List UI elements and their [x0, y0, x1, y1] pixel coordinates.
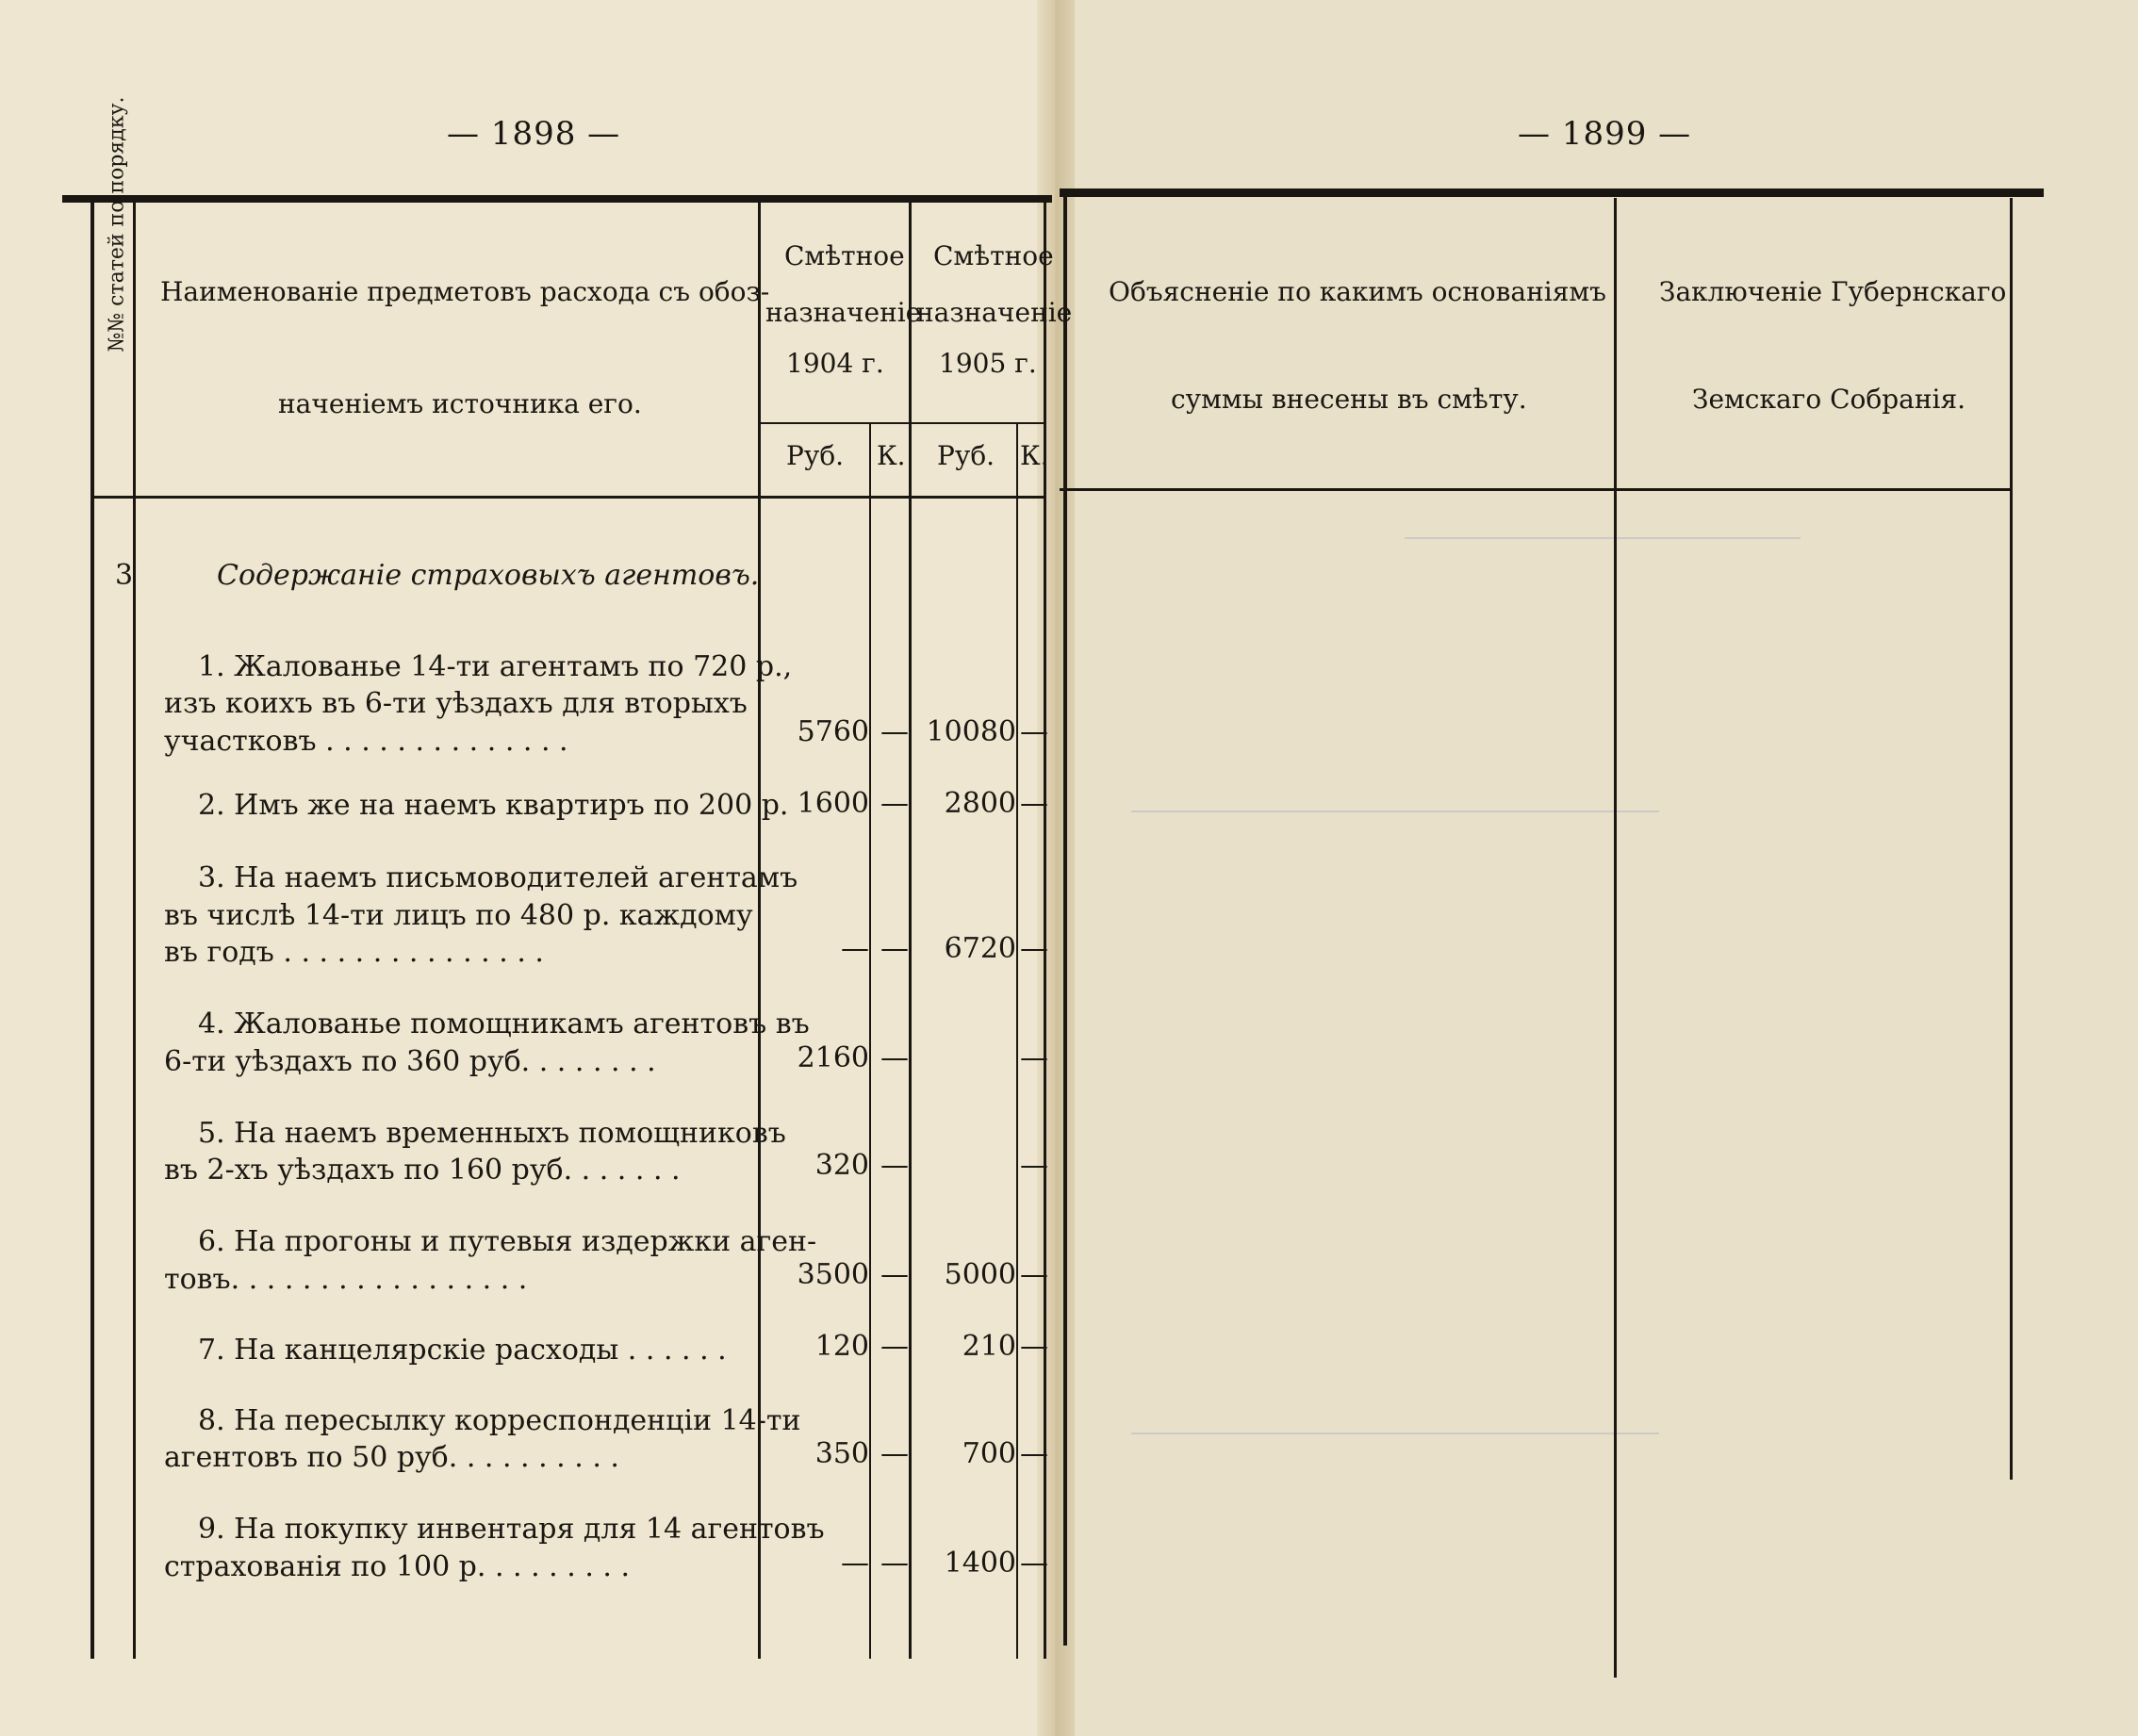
item-8-line1: 8. На пересылку корреспонденціи 14-ти — [198, 1404, 801, 1437]
item-9-kop-1905: — — [1020, 1547, 1048, 1580]
item-6-kop-1904: — — [880, 1258, 909, 1291]
col-1904-kop-divider — [869, 424, 871, 1659]
item-7-kop-1905: — — [1020, 1330, 1048, 1363]
item-5-line1: 5. На наемъ временныхъ помощниковъ — [198, 1117, 786, 1150]
item-8-kop-1905: — — [1020, 1437, 1048, 1470]
item-6-line2: товъ. . . . . . . . . . . . . . . . . — [164, 1263, 528, 1296]
col-1905-header-line1: Смѣтное — [933, 240, 1054, 271]
item-7-kop-1904: — — [880, 1330, 909, 1363]
explanation-column-header-line2: суммы внесены въ смѣту. — [1171, 384, 1527, 415]
item-8-line2: агентовъ по 50 руб. . . . . . . . . . — [164, 1441, 619, 1474]
item-3-line2: въ числѣ 14-ти лицъ по 480 р. каждому — [164, 899, 753, 932]
bleed-through-line — [1405, 537, 1801, 539]
right-border — [2010, 198, 2013, 1480]
item-6-value-1904: 3500 — [797, 1258, 869, 1291]
col-name-divider — [758, 200, 761, 1659]
name-column-header-line2: наченіемъ источника его. — [278, 388, 642, 419]
conclusion-column-header-line1: Заключеніе Губернскаго — [1659, 276, 2007, 307]
section-number: 3 — [115, 559, 134, 592]
col-1904-divider — [909, 200, 912, 1659]
header-rule-left — [90, 496, 1044, 499]
order-column-header: №№ статей по порядку. — [105, 96, 129, 352]
col-1904-header-line1: Смѣтное — [784, 240, 905, 271]
col-1905-kop-header: К. — [1020, 440, 1049, 471]
item-7-value-1905: 210 — [962, 1330, 1016, 1363]
item-1-line2: изъ коихъ въ 6-ти уѣздахъ для вторыхъ — [164, 687, 748, 720]
section-title: Содержаніе страховыхъ агентовъ. — [217, 559, 760, 592]
item-8-value-1904: 350 — [814, 1437, 869, 1470]
item-5-line2: въ 2-хъ уѣздахъ по 160 руб. . . . . . . — [164, 1154, 681, 1187]
item-1-kop-1904: — — [880, 715, 909, 748]
item-9-kop-1904: — — [880, 1547, 909, 1580]
col-1905-kop-divider — [1016, 424, 1018, 1659]
item-9-line1: 9. На покупку инвентаря для 14 агентовъ — [198, 1513, 825, 1546]
right-page-number: — 1899 — — [1518, 115, 1692, 153]
item-2-kop-1905: — — [1020, 787, 1048, 820]
item-4-kop-1905: — — [1020, 1041, 1048, 1074]
item-9-value-1905: 1400 — [944, 1547, 1016, 1580]
item-4-kop-1904: — — [880, 1041, 909, 1074]
item-5-value-1904: 320 — [814, 1149, 869, 1182]
item-7-line1: 7. На канцелярскіе расходы . . . . . . — [198, 1334, 727, 1367]
col-1904-kop-header: К. — [877, 440, 906, 471]
col-1905-rub-header: Руб. — [937, 440, 995, 471]
item-3-kop-1904: — — [880, 932, 909, 965]
name-column-header-line1: Наименованіе предметовъ расхода съ обоз- — [160, 276, 770, 307]
item-3-kop-1905: — — [1020, 932, 1048, 965]
top-rule-right — [1060, 188, 2044, 197]
col-1904-header-line2: назначеніе — [765, 297, 922, 328]
conclusion-column-header-line2: Земскаго Собранія. — [1692, 384, 1966, 415]
col-1904-rub-header: Руб. — [786, 440, 845, 471]
item-2-value-1904: 1600 — [797, 787, 869, 820]
left-border — [90, 200, 94, 1659]
item-4-line2: 6-ти уѣздахъ по 360 руб. . . . . . . . — [164, 1045, 656, 1078]
item-9-line2: страхованія по 100 р. . . . . . . . . — [164, 1550, 631, 1583]
col-1905-header-line3: 1905 г. — [939, 348, 1037, 379]
item-1-kop-1905: — — [1020, 715, 1048, 748]
explanation-column-header-line1: Объясненіе по какимъ основаніямъ — [1109, 276, 1606, 307]
left-page-number: — 1898 — — [447, 115, 621, 153]
right-page — [1056, 0, 2138, 1736]
item-2-line1: 2. Имъ же на наемъ квартиръ по 200 р. — [198, 789, 789, 822]
bleed-through-line — [1131, 1433, 1659, 1434]
item-1-line1: 1. Жалованье 14-ти агентамъ по 720 р., — [198, 650, 793, 683]
subheader-rule — [760, 422, 1044, 424]
col-order-divider — [133, 200, 136, 1659]
col-1904-header-line3: 1904 г. — [786, 348, 884, 379]
top-rule-left — [62, 195, 1052, 203]
item-9-value-1904: — — [841, 1547, 869, 1580]
item-6-line1: 6. На прогоны и путевыя издержки аген- — [198, 1225, 817, 1258]
item-8-kop-1904: — — [880, 1437, 909, 1470]
item-8-value-1905: 700 — [962, 1437, 1016, 1470]
right-col-left-border — [1063, 194, 1067, 1646]
item-6-value-1905: 5000 — [944, 1258, 1016, 1291]
item-1-value-1905: 10080 — [926, 715, 1016, 748]
item-1-value-1904: 5760 — [797, 715, 869, 748]
header-rule-right — [1060, 488, 2012, 491]
item-7-value-1904: 120 — [814, 1330, 869, 1363]
right-explanation-divider — [1614, 198, 1617, 1678]
item-1-line3: участковъ . . . . . . . . . . . . . . — [164, 725, 568, 758]
item-3-line3: въ годъ . . . . . . . . . . . . . . . — [164, 936, 544, 969]
item-3-value-1904: — — [841, 932, 869, 965]
item-2-value-1905: 2800 — [944, 787, 1016, 820]
item-6-kop-1905: — — [1020, 1258, 1048, 1291]
col-1905-header-line2: назначеніе — [916, 297, 1073, 328]
item-4-line1: 4. Жалованье помощникамъ агентовъ въ — [198, 1007, 810, 1040]
item-5-kop-1905: — — [1020, 1149, 1048, 1182]
item-3-line1: 3. На наемъ письмоводителей агентамъ — [198, 861, 798, 894]
item-4-value-1904: 2160 — [797, 1041, 869, 1074]
bleed-through-line — [1131, 811, 1659, 812]
item-3-value-1905: 6720 — [944, 932, 1016, 965]
item-2-kop-1904: — — [880, 787, 909, 820]
item-5-kop-1904: — — [880, 1149, 909, 1182]
